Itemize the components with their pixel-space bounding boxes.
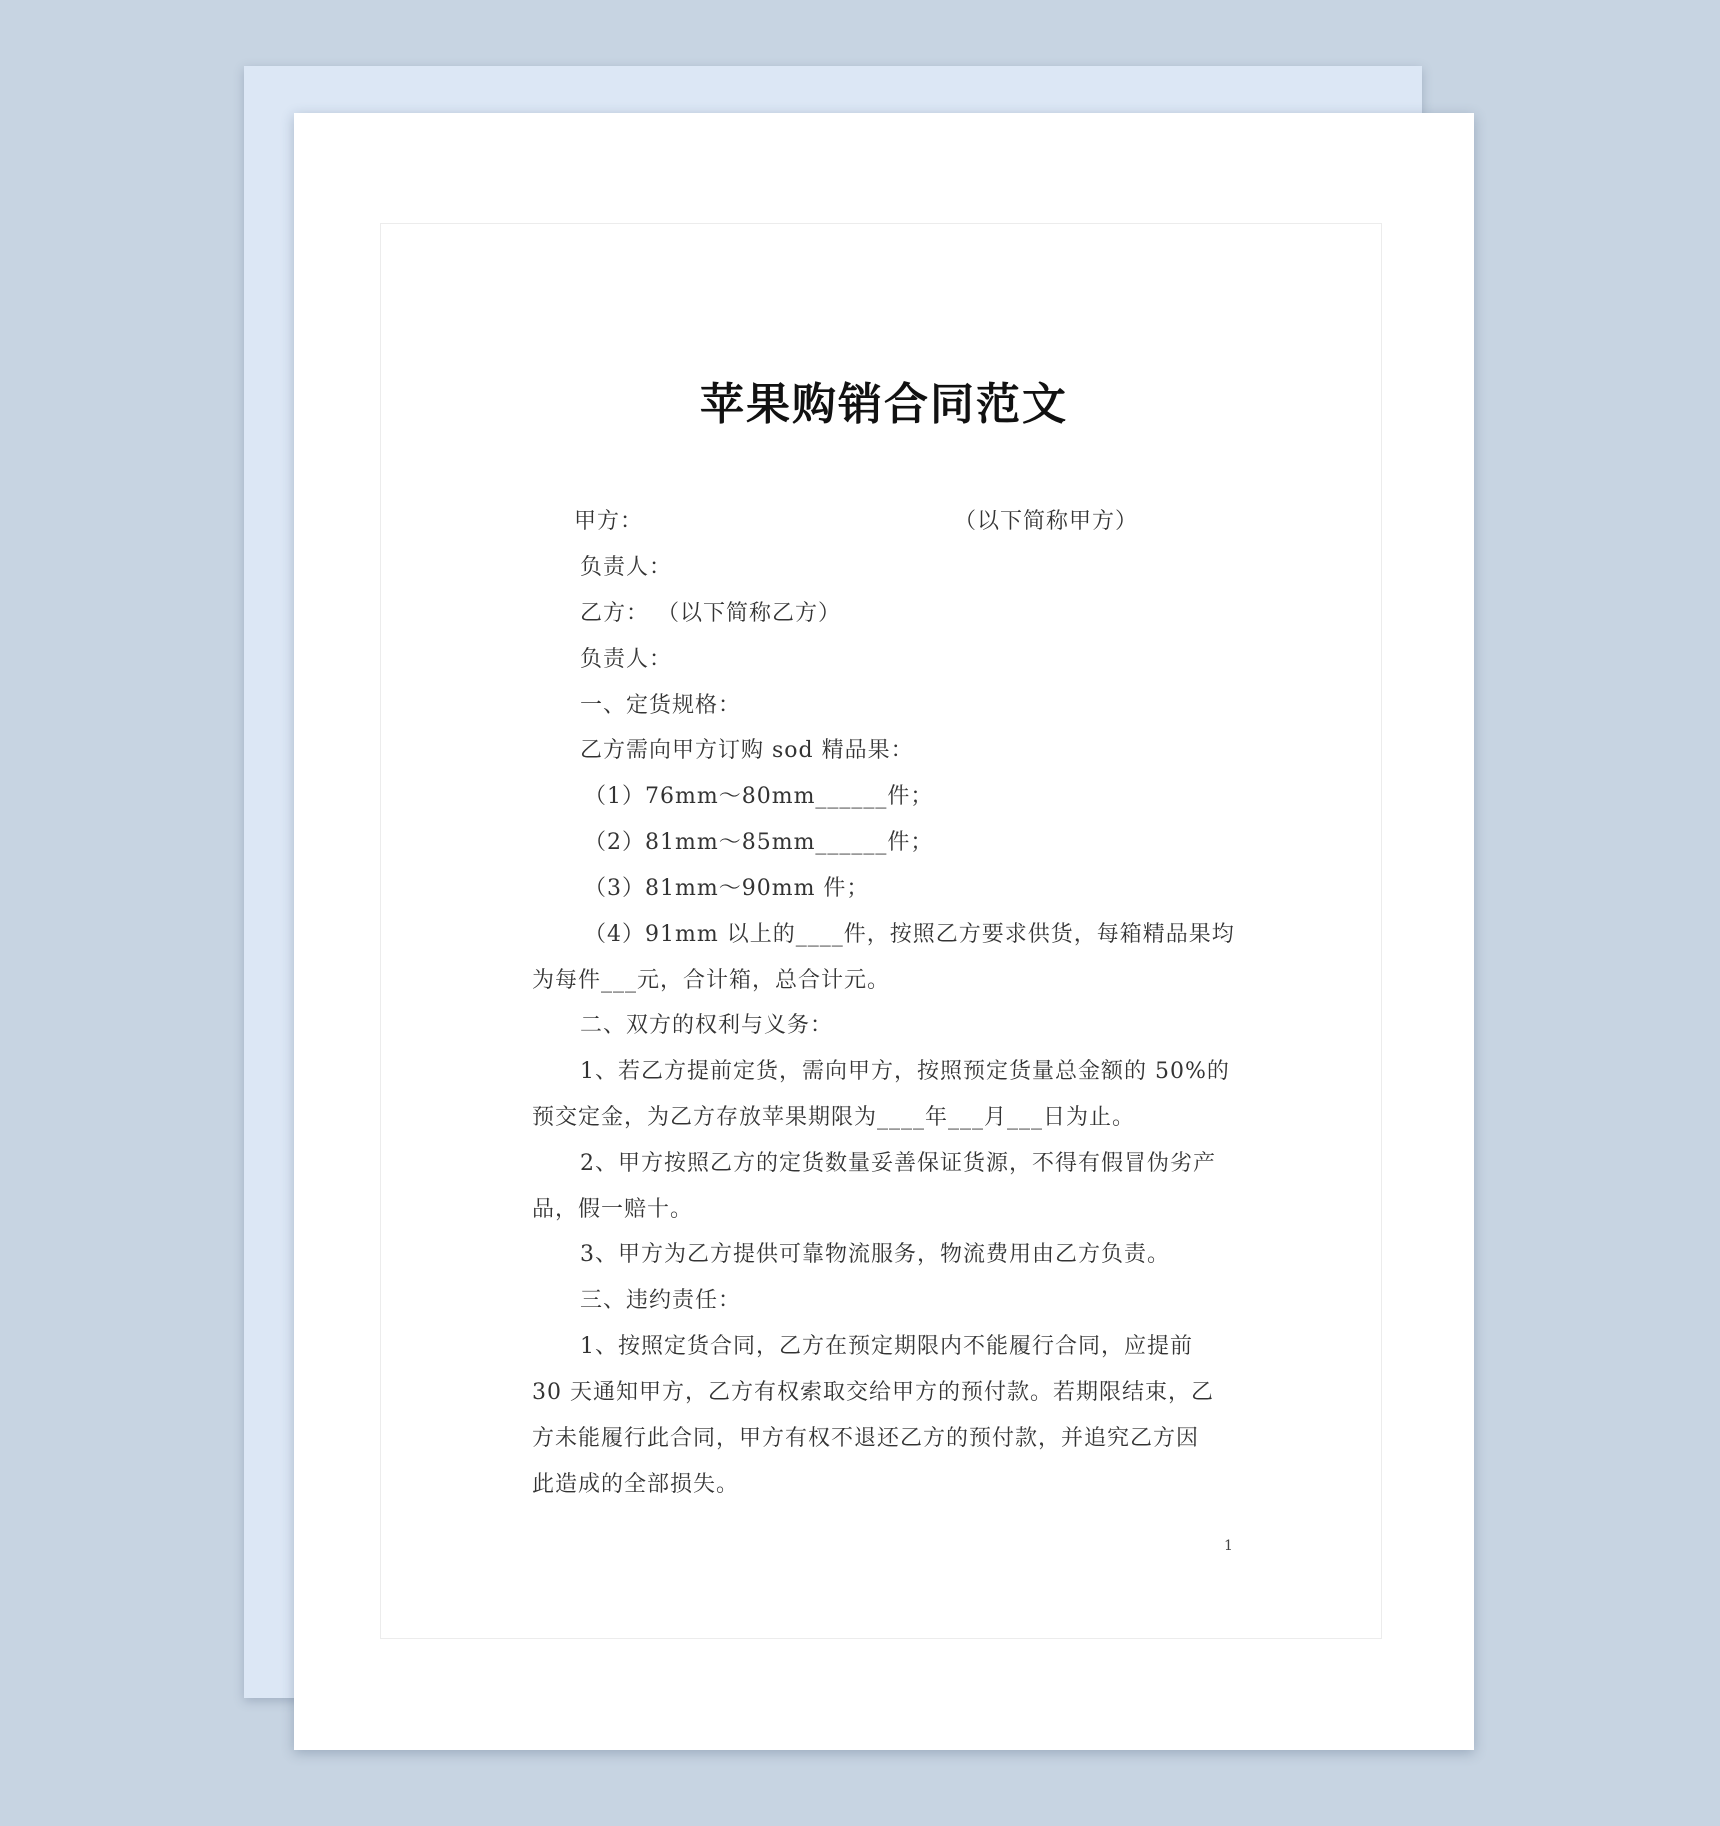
paragraph-line: 3、甲方为乙方提供可靠物流服务，物流费用由乙方负责。 [580,1242,1170,1267]
document-page [294,113,1474,1750]
list-item: （2）81mm～85mm______件； [584,830,934,855]
list-item: （4）91mm 以上的____件，按照乙方要求供货，每箱精品果均 [584,922,1235,947]
paragraph-line: 30 天通知甲方，乙方有权索取交给甲方的预付款。若期限结束，乙 [532,1380,1214,1405]
paragraph-line: 品，假一赔十。 [532,1197,694,1222]
list-item: （1）76mm～80mm______件； [584,784,934,809]
party-a-representative: 负责人： [580,555,673,580]
paragraph-line: 预交定金，为乙方存放苹果期限为____年___月___日为止。 [532,1105,1136,1130]
paragraph-line: 此造成的全部损失。 [532,1472,740,1497]
paragraph-line: 方未能履行此合同，甲方有权不退还乙方的预付款，并追究乙方因 [532,1426,1200,1451]
party-a-alias: （以下简称甲方） [954,509,1139,534]
section-heading-breach: 三、违约责任： [580,1288,742,1313]
party-b-representative: 负责人： [580,647,673,672]
document-title: 苹果购销合同范文 [700,379,1068,430]
paragraph-line: 为每件___元，合计箱，总合计元。 [532,968,891,993]
party-b-line: 乙方： （以下简称乙方） [580,601,841,626]
paragraph-line: 1、按照定货合同，乙方在预定期限内不能履行合同，应提前 [580,1334,1193,1359]
section-heading-rights: 二、双方的权利与义务： [580,1013,834,1038]
party-a-label: 甲方： [574,509,644,534]
paragraph-line: 1、若乙方提前定货，需向甲方，按照预定货量总金额的 50%的 [580,1059,1230,1084]
paragraph-line: 2、甲方按照乙方的定货数量妥善保证货源，不得有假冒伪劣产 [580,1151,1216,1176]
list-item: （3）81mm～90mm 件； [584,876,870,901]
page-number: 1 [1224,1538,1233,1554]
section-heading-order-spec: 一、定货规格： [580,693,742,718]
paragraph-line: 乙方需向甲方订购 sod 精品果： [580,738,914,763]
